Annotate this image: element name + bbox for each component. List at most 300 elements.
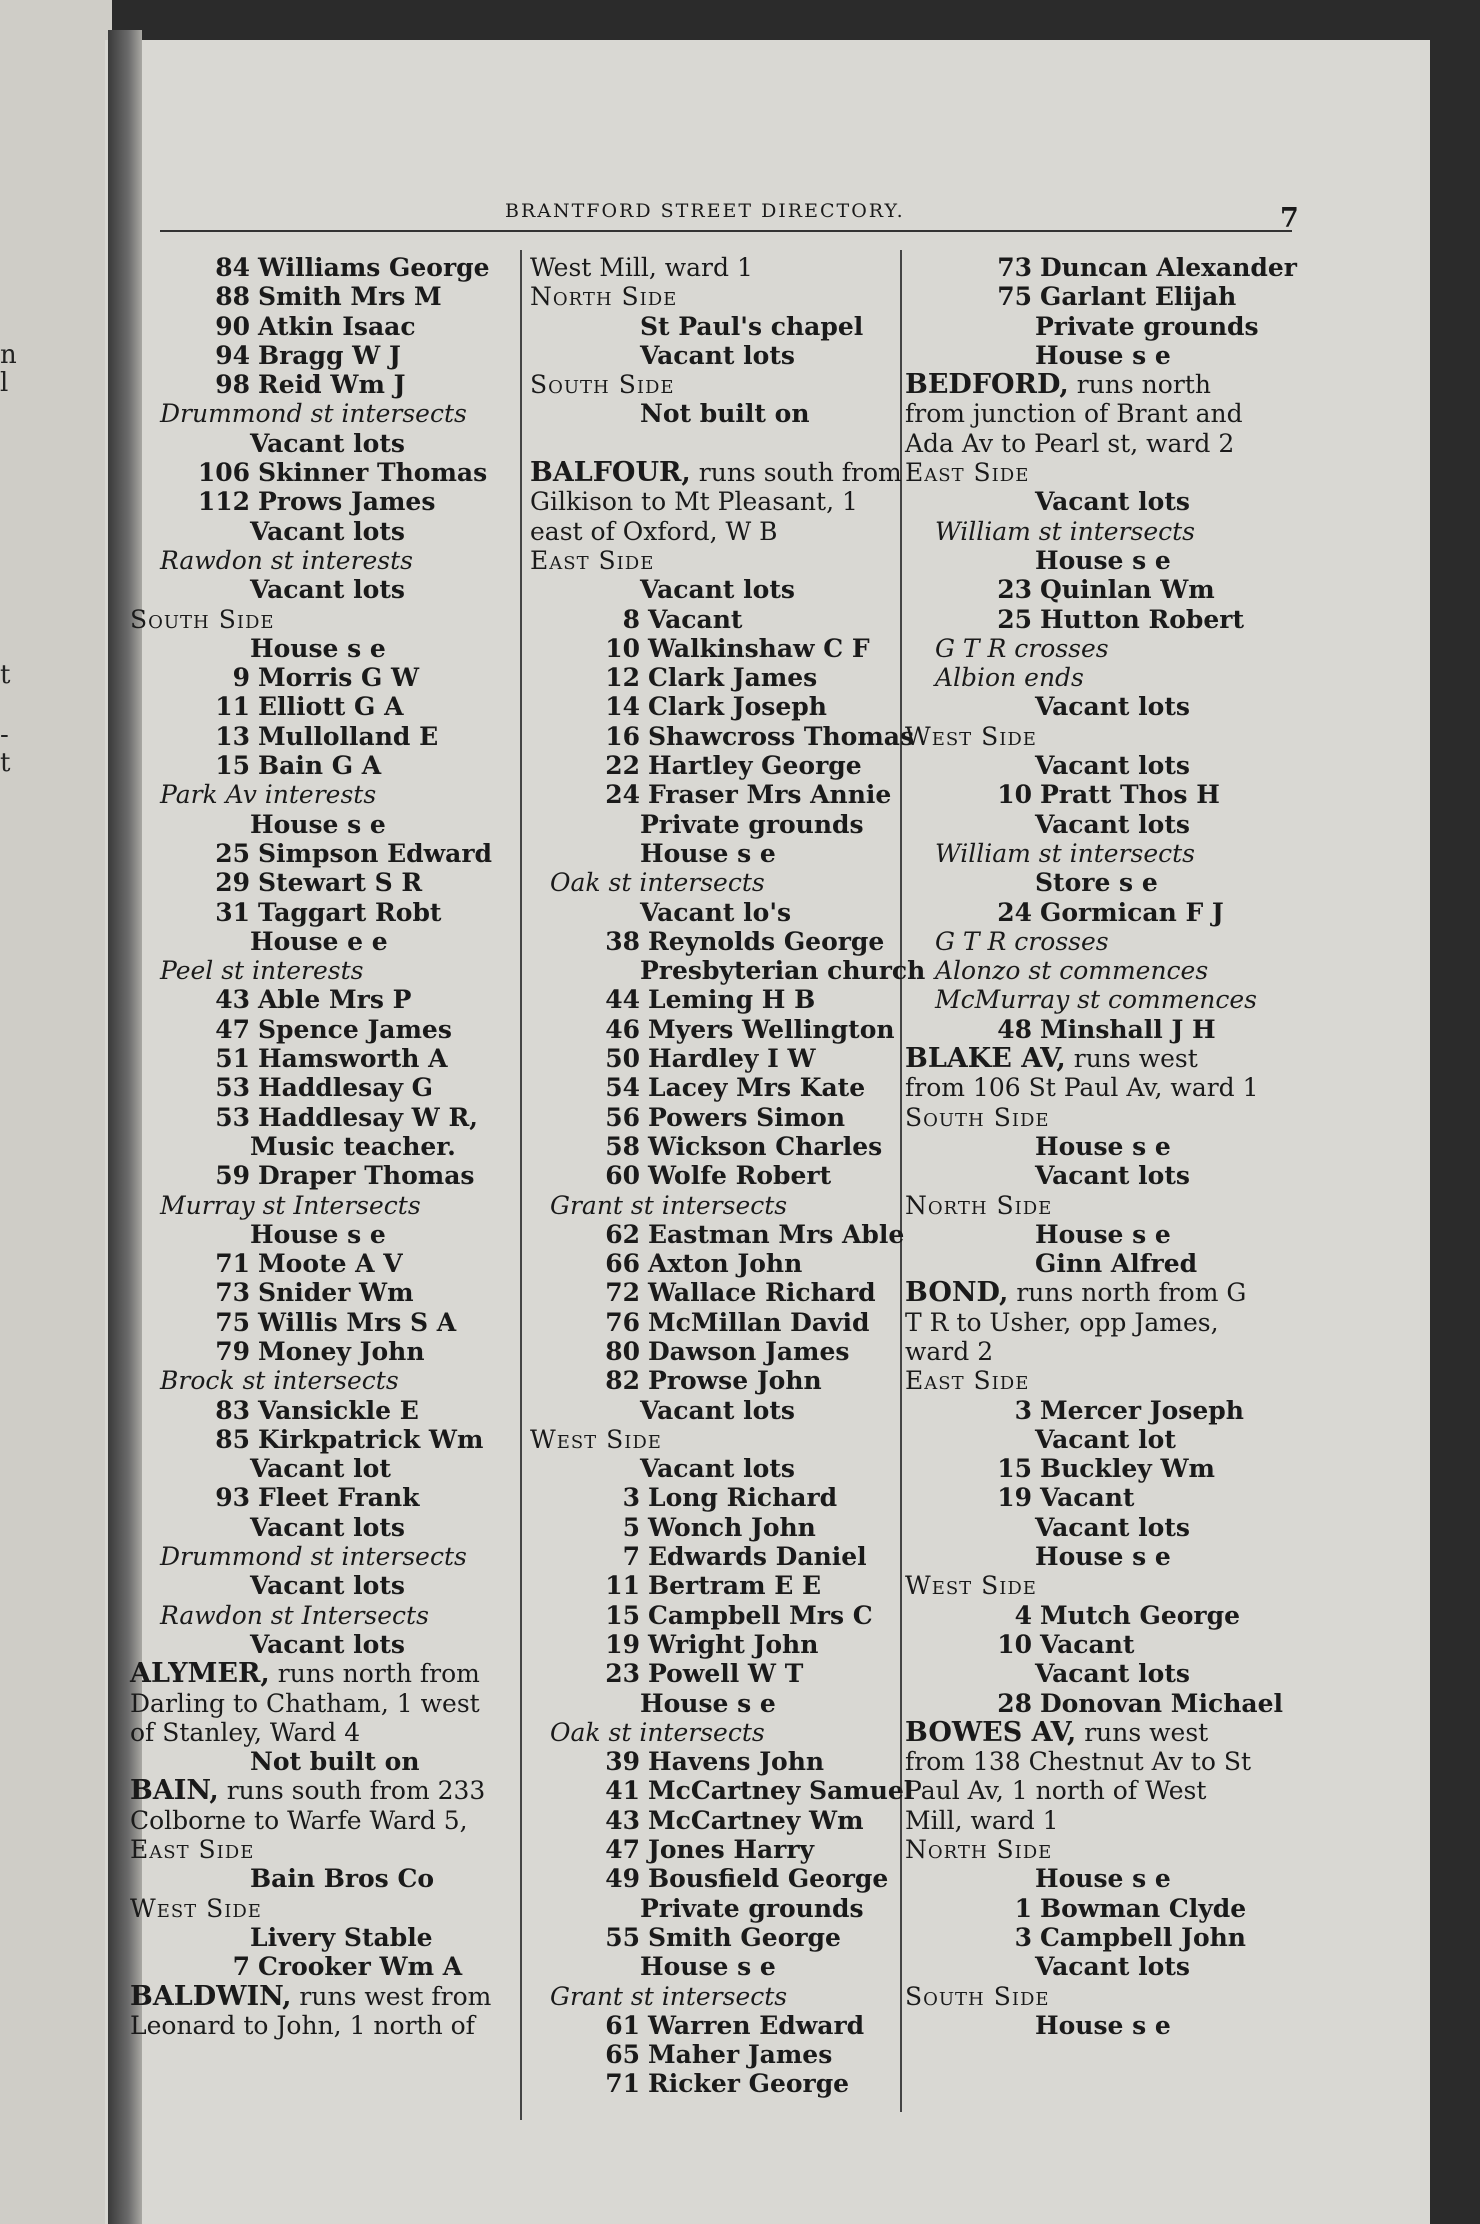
- resident-name: Garlant Elijah: [1040, 282, 1237, 312]
- note-text: Vacant lots: [250, 575, 405, 605]
- house-number: 47: [605, 1835, 640, 1865]
- directory-entry: [530, 634, 895, 663]
- house-number: 5: [622, 1512, 640, 1542]
- note-text: Vacant lots: [1035, 1161, 1190, 1191]
- note-text: House s e: [640, 1952, 776, 1982]
- directory-note: [130, 810, 495, 839]
- street-description-line: Darling to Chatham, 1 west: [130, 1688, 480, 1718]
- directory-entry: [130, 1952, 495, 1981]
- house-number: 24: [605, 780, 640, 810]
- resident-name: Smith Mrs M: [258, 282, 442, 312]
- directory-entry: [530, 1630, 895, 1659]
- house-number: 4: [1014, 1600, 1032, 1630]
- directory-entry: [530, 1103, 895, 1132]
- street-heading: [905, 1278, 1285, 1307]
- directory-entry: [130, 341, 495, 370]
- resident-name: Powell W T: [648, 1659, 804, 1689]
- directory-entry: [530, 927, 895, 956]
- resident-name: Quinlan Wm: [1040, 575, 1215, 605]
- street-description: runs west from: [291, 1981, 492, 2011]
- previous-page-char: t: [0, 748, 11, 778]
- cross-street-note: Rawdon st Intersects: [160, 1600, 429, 1630]
- house-number: 25: [215, 838, 250, 868]
- house-number: 98: [215, 370, 250, 400]
- house-number: 47: [215, 1014, 250, 1044]
- cross-street-note: Albion ends: [935, 663, 1084, 693]
- directory-entry: [530, 2011, 895, 2040]
- resident-name: Bousfield George: [648, 1864, 889, 1894]
- directory-entry: [130, 1337, 495, 1366]
- street-side-label: West Side: [905, 721, 1037, 751]
- directory-entry: [530, 2040, 895, 2069]
- directory-entry: [530, 1571, 895, 1600]
- house-number: 53: [215, 1073, 250, 1103]
- house-number: 76: [605, 1307, 640, 1337]
- directory-entry: [130, 1249, 495, 1278]
- house-number: 55: [605, 1922, 640, 1952]
- resident-name: Moote A V: [258, 1249, 403, 1279]
- resident-name: Wickson Charles: [648, 1131, 883, 1161]
- house-number: 90: [215, 311, 250, 341]
- resident-name: Edwards Daniel: [648, 1542, 867, 1572]
- house-number: 10: [605, 633, 640, 663]
- directory-entry: [905, 1601, 1285, 1630]
- house-number: 13: [215, 721, 250, 751]
- resident-name: Leming H B: [648, 985, 816, 1015]
- directory-entry: [530, 1015, 895, 1044]
- resident-name: Atkin Isaac: [258, 311, 416, 341]
- directory-note: [130, 575, 495, 604]
- directory-note: [530, 1952, 895, 1981]
- house-number: 53: [215, 1102, 250, 1132]
- directory-entry: [530, 1132, 895, 1161]
- street-description-line: West Mill, ward 1: [530, 253, 753, 282]
- directory-entry: [130, 1044, 495, 1073]
- cross-street-note: Drummond st intersects: [160, 399, 467, 429]
- house-number: 22: [605, 751, 640, 781]
- directory-entry: [130, 868, 495, 897]
- house-number: 46: [605, 1014, 640, 1044]
- directory-entry: [130, 839, 495, 868]
- resident-name: Draper Thomas: [258, 1161, 475, 1191]
- resident-name: Fraser Mrs Annie: [648, 780, 892, 810]
- house-number: 94: [215, 340, 250, 370]
- resident-name: Hamsworth A: [258, 1044, 448, 1074]
- note-text: House s e: [1035, 545, 1171, 575]
- resident-name: Morris G W: [258, 663, 420, 693]
- street-description-line: Gilkison to Mt Pleasant, 1: [530, 487, 858, 517]
- directory-note: [130, 1220, 495, 1249]
- directory-entry: [530, 1483, 895, 1512]
- street-side-label: South Side: [530, 370, 675, 400]
- note-text: St Paul's chapel: [640, 311, 864, 341]
- cross-street-note: Oak st intersects: [550, 868, 765, 898]
- directory-note: [530, 1894, 895, 1923]
- cross-street-note: Drummond st intersects: [160, 1542, 467, 1572]
- directory-entry: [905, 605, 1285, 634]
- cross-street-note: Grant st intersects: [550, 1190, 788, 1220]
- directory-note: [130, 429, 495, 458]
- street-description: runs west: [1065, 1044, 1198, 1074]
- directory-entry: [905, 898, 1285, 927]
- directory-note: [130, 1864, 495, 1893]
- directory-entry: [130, 1161, 495, 1190]
- house-number: 43: [605, 1805, 640, 1835]
- cross-street-note: Oak st intersects: [550, 1717, 765, 1747]
- directory-entry: [130, 487, 495, 516]
- resident-name: Clark Joseph: [648, 692, 827, 722]
- house-number: 15: [215, 751, 250, 781]
- resident-name: Dawson James: [648, 1336, 850, 1366]
- resident-name: Warren Edward: [648, 2010, 865, 2040]
- note-text: Vacant lots: [250, 1571, 405, 1601]
- directory-note: [905, 1864, 1285, 1893]
- directory-entry: [530, 2069, 895, 2098]
- street-side-label: East Side: [130, 1835, 255, 1865]
- directory-note: [905, 546, 1285, 575]
- directory-note: [530, 399, 895, 428]
- previous-page-char: -: [0, 720, 9, 750]
- street-name: BAIN,: [130, 1775, 219, 1807]
- house-number: 50: [605, 1044, 640, 1074]
- directory-note: [905, 341, 1285, 370]
- resident-name: Willis Mrs S A: [258, 1307, 457, 1337]
- resident-name: Ricker George: [648, 2069, 850, 2099]
- resident-name: Smith George: [648, 1922, 841, 1952]
- note-text: Bain Bros Co: [250, 1864, 435, 1894]
- note-text: House s e: [250, 809, 386, 839]
- note-text: Vacant lots: [1035, 751, 1190, 781]
- cross-street-note: McMurray st commences: [935, 985, 1257, 1015]
- house-number: 106: [197, 458, 250, 488]
- cross-street-note: Park Av interests: [160, 780, 377, 810]
- note-text: House s e: [1035, 1542, 1171, 1572]
- house-number: 12: [605, 663, 640, 693]
- directory-entry: [530, 721, 915, 751]
- street-name: BLAKE AV,: [905, 1043, 1066, 1075]
- directory-entry: [130, 751, 495, 780]
- note-text: Vacant lots: [1035, 1659, 1190, 1689]
- house-number: 71: [605, 2069, 640, 2099]
- note-text: Vacant lots: [1035, 1512, 1190, 1542]
- street-description: runs north: [1068, 370, 1211, 400]
- resident-name: Haddlesay W R,: [258, 1102, 478, 1132]
- directory-entry: [530, 1806, 895, 1835]
- note-text: House s e: [1035, 1131, 1171, 1161]
- column-2: [530, 253, 926, 2099]
- directory-entry: [130, 282, 495, 311]
- directory-entry: [905, 1015, 1285, 1044]
- house-number: 23: [605, 1659, 640, 1689]
- directory-entry: [905, 253, 1297, 282]
- resident-name: Able Mrs P: [258, 985, 412, 1015]
- street-description-line: of Stanley, Ward 4: [130, 1717, 361, 1747]
- directory-entry: [530, 751, 895, 780]
- street-description-line: Ada Av to Pearl st, ward 2: [905, 428, 1235, 458]
- cross-street-note: G T R crosses: [935, 926, 1109, 956]
- street-heading: [130, 1776, 495, 1805]
- resident-name: Havens John: [648, 1747, 825, 1777]
- resident-name: Eastman Mrs Able: [648, 1219, 905, 1249]
- street-heading: [905, 370, 1285, 399]
- directory-entry: [130, 1015, 495, 1044]
- house-number: 29: [215, 868, 250, 898]
- house-number: 10: [997, 1629, 1032, 1659]
- house-number: 48: [997, 1014, 1032, 1044]
- house-number: 7: [232, 1952, 250, 1982]
- note-text: House s e: [640, 1688, 776, 1718]
- note-text: Presbyterian church: [640, 956, 926, 986]
- directory-entry: [530, 1308, 895, 1337]
- house-number: 51: [215, 1044, 250, 1074]
- resident-name: Buckley Wm: [1040, 1454, 1216, 1484]
- resident-name: Haddlesay G: [258, 1073, 434, 1103]
- directory-note: [130, 634, 495, 663]
- resident-name: Shawcross Thomas: [648, 721, 915, 751]
- street-description-line: Paul Av, 1 north of West: [905, 1776, 1207, 1806]
- note-text: House s e: [250, 1219, 386, 1249]
- directory-entry: [530, 692, 895, 721]
- house-number: 3: [1014, 1922, 1032, 1952]
- resident-name: Mercer Joseph: [1040, 1395, 1244, 1425]
- house-number: 19: [605, 1629, 640, 1659]
- directory-note: [130, 1747, 495, 1776]
- note-text: Store s e: [1035, 868, 1158, 898]
- directory-entry: [130, 692, 495, 721]
- house-number: 25: [997, 604, 1032, 634]
- cross-street-note: Peel st interests: [160, 956, 364, 986]
- resident-name: Gormican F J: [1040, 897, 1224, 927]
- note-text: Vacant lot: [250, 1454, 391, 1484]
- blank-line: [530, 429, 895, 458]
- house-number: 24: [997, 897, 1032, 927]
- running-head: BRANTFORD STREET DIRECTORY.: [505, 200, 905, 222]
- directory-entry: [530, 1659, 895, 1688]
- house-number: 7: [622, 1542, 640, 1572]
- cross-street-note: G T R crosses: [935, 633, 1109, 663]
- resident-name: McCartney Wm: [648, 1805, 864, 1835]
- directory-entry: [130, 1396, 495, 1425]
- street-description-line: ward 2: [905, 1336, 994, 1366]
- resident-name: Vansickle E: [258, 1395, 419, 1425]
- directory-entry: [130, 1278, 495, 1307]
- resident-name: Wallace Richard: [648, 1278, 876, 1308]
- note-text: House s e: [1035, 340, 1171, 370]
- resident-name: Vacant: [1040, 1483, 1135, 1513]
- house-number: 72: [605, 1278, 640, 1308]
- note-text: Music teacher.: [250, 1131, 456, 1161]
- directory-entry: [905, 1454, 1285, 1483]
- directory-note: [905, 1513, 1285, 1542]
- street-side-label: West Side: [130, 1893, 262, 1923]
- directory-note: [530, 1689, 895, 1718]
- street-name: BEDFORD,: [905, 369, 1069, 401]
- house-number: 11: [215, 692, 250, 722]
- house-number: 75: [215, 1307, 250, 1337]
- house-number: 10: [997, 780, 1032, 810]
- directory-entry: [905, 1894, 1285, 1923]
- note-text: Private grounds: [640, 809, 864, 839]
- resident-name: Hutton Robert: [1040, 604, 1245, 634]
- directory-note: [905, 1249, 1285, 1278]
- directory-entry: [530, 1513, 895, 1542]
- directory-note: [905, 1952, 1285, 1981]
- resident-name: Myers Wellington: [648, 1014, 895, 1044]
- directory-note: [905, 312, 1285, 341]
- directory-entry: [905, 575, 1285, 604]
- directory-entry: [530, 1601, 895, 1630]
- house-number: 71: [215, 1249, 250, 1279]
- house-number: 66: [605, 1249, 640, 1279]
- house-number: 75: [997, 282, 1032, 312]
- page-number: 7: [1280, 203, 1299, 234]
- resident-name: McCartney Samuel: [648, 1776, 914, 1806]
- directory-entry: [130, 370, 495, 399]
- street-description-line: Colborne to Warfe Ward 5,: [130, 1805, 468, 1835]
- house-number: 43: [215, 985, 250, 1015]
- column-divider: [900, 250, 902, 2112]
- directory-entry: [905, 1396, 1285, 1425]
- directory-entry: [530, 663, 895, 692]
- resident-name: Stewart S R: [258, 868, 423, 898]
- street-name: BALFOUR,: [530, 457, 691, 489]
- directory-entry: [530, 1161, 895, 1190]
- directory-entry: [130, 985, 495, 1014]
- street-side-label: East Side: [905, 458, 1030, 488]
- house-number: 79: [215, 1336, 250, 1366]
- house-number: 84: [215, 253, 250, 282]
- resident-name: Bain G A: [258, 751, 382, 781]
- directory-note: [530, 1396, 895, 1425]
- directory-entry: [530, 1923, 895, 1952]
- resident-name: Duncan Alexander: [1040, 253, 1297, 282]
- house-number: 8: [622, 604, 640, 634]
- directory-entry: [530, 605, 895, 634]
- resident-name: Wonch John: [648, 1512, 816, 1542]
- street-heading: [905, 1044, 1285, 1073]
- column-1: [130, 253, 495, 2040]
- resident-name: Vacant: [1040, 1629, 1135, 1659]
- resident-name: Williams George: [258, 253, 490, 282]
- street-name: ALYMER,: [130, 1658, 270, 1690]
- note-text: Vacant lots: [250, 1512, 405, 1542]
- house-number: 56: [605, 1102, 640, 1132]
- resident-name: Mullolland E: [258, 721, 439, 751]
- previous-page-char: n: [0, 340, 17, 370]
- directory-note: [130, 1630, 495, 1659]
- street-side-label: West Side: [530, 1424, 662, 1454]
- house-number: 73: [997, 253, 1032, 282]
- directory-entry: [905, 780, 1285, 809]
- directory-note: [905, 1659, 1285, 1688]
- note-text: Vacant lots: [640, 575, 795, 605]
- resident-name: Snider Wm: [258, 1278, 414, 1308]
- house-number: 83: [215, 1395, 250, 1425]
- directory-entry: [130, 1483, 495, 1512]
- directory-entry: [530, 1249, 895, 1278]
- resident-name: Minshall J H: [1040, 1014, 1216, 1044]
- resident-name: Wright John: [648, 1629, 819, 1659]
- resident-name: Pratt Thos H: [1040, 780, 1220, 810]
- house-number: 49: [605, 1864, 640, 1894]
- house-number: 58: [605, 1131, 640, 1161]
- directory-note: [905, 1132, 1285, 1161]
- directory-entry: [130, 1425, 495, 1454]
- directory-note: [905, 868, 1285, 897]
- street-heading: [130, 1659, 495, 1688]
- note-text: Vacant lots: [250, 1629, 405, 1659]
- directory-entry: [130, 722, 495, 751]
- house-number: 73: [215, 1278, 250, 1308]
- note-text: Ginn Alfred: [1035, 1249, 1198, 1279]
- house-number: 85: [215, 1424, 250, 1454]
- house-number: 88: [215, 282, 250, 312]
- directory-note: [130, 1513, 495, 1542]
- directory-entry: [130, 458, 495, 487]
- street-side-label: North Side: [905, 1835, 1053, 1865]
- note-text: House e e: [250, 926, 388, 956]
- street-description-line: from junction of Brant and: [905, 399, 1243, 429]
- cross-street-note: Murray st Intersects: [160, 1190, 421, 1220]
- note-text: Not built on: [250, 1747, 420, 1777]
- note-text: Livery Stable: [250, 1922, 433, 1952]
- resident-name: Axton John: [648, 1249, 803, 1279]
- cross-street-note: William st intersects: [935, 838, 1196, 868]
- street-description: runs south from: [690, 458, 902, 488]
- note-text: Vacant lots: [250, 428, 405, 458]
- directory-note: [530, 341, 895, 370]
- street-name: BOND,: [905, 1277, 1009, 1309]
- cross-street-note: Rawdon st interests: [160, 545, 414, 575]
- directory-note: [530, 810, 895, 839]
- directory-entry: [905, 282, 1285, 311]
- directory-entry: [905, 1483, 1285, 1512]
- resident-name: Vacant: [648, 604, 743, 634]
- directory-note: [130, 1132, 495, 1161]
- resident-name: Campbell Mrs C: [648, 1600, 873, 1630]
- directory-note: [130, 1923, 495, 1952]
- street-description-line: east of Oxford, W B: [530, 516, 778, 546]
- street-description: runs south from 233: [218, 1776, 486, 1806]
- directory-entry: [530, 1366, 895, 1395]
- house-number: 61: [605, 2010, 640, 2040]
- resident-name: Lacey Mrs Kate: [648, 1073, 866, 1103]
- directory-entry: [905, 1630, 1285, 1659]
- directory-entry: [530, 1337, 895, 1366]
- directory-entry: [530, 1044, 895, 1073]
- street-side-label: East Side: [530, 545, 655, 575]
- house-number: 3: [622, 1483, 640, 1513]
- cross-street-note: William st intersects: [935, 516, 1196, 546]
- note-text: Private grounds: [1035, 311, 1259, 341]
- directory-note: [530, 575, 895, 604]
- house-number: 15: [997, 1454, 1032, 1484]
- note-text: House s e: [250, 633, 386, 663]
- resident-name: Maher James: [648, 2040, 833, 2070]
- directory-entry: [530, 1864, 895, 1893]
- street-description: runs west: [1076, 1717, 1209, 1747]
- resident-name: Prows James: [258, 487, 436, 517]
- street-heading: [130, 1982, 495, 2011]
- street-description-line: Mill, ward 1: [905, 1805, 1059, 1835]
- resident-name: McMillan David: [648, 1307, 870, 1337]
- directory-note: [530, 312, 895, 341]
- directory-note: [130, 1571, 495, 1600]
- note-text: Vacant lots: [640, 340, 795, 370]
- note-text: House s e: [640, 838, 776, 868]
- note-text: House s e: [1035, 1864, 1171, 1894]
- resident-name: Clark James: [648, 663, 818, 693]
